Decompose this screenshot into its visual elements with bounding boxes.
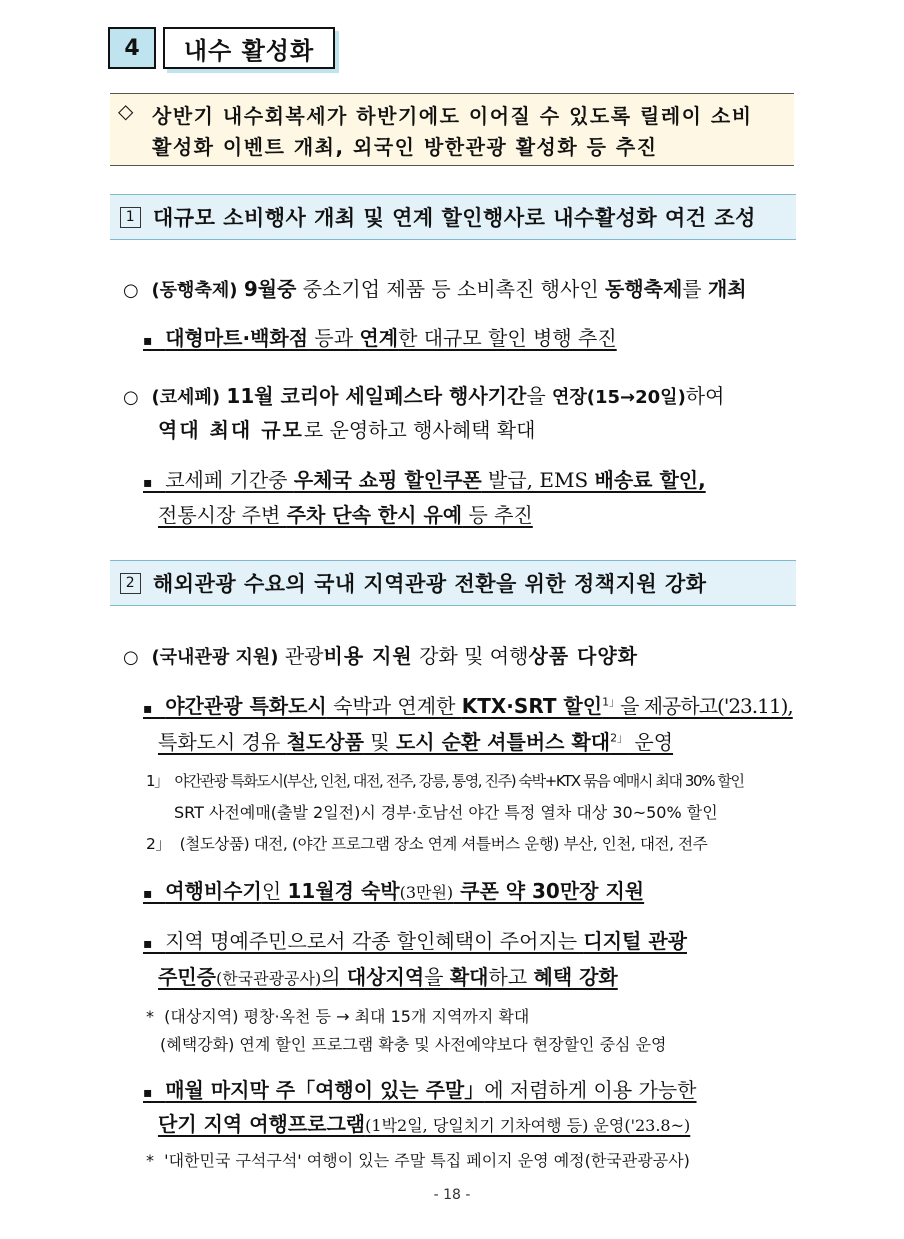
sub-bold-a: 대형마트·백화점 bbox=[165, 326, 309, 350]
sub-text-d: (3만원) bbox=[399, 883, 454, 902]
item-kosefe-sub-line2 bbox=[158, 499, 533, 528]
item-particle: 를 bbox=[682, 277, 702, 301]
sub-text-d: 을 제공하고('23.11), bbox=[620, 694, 793, 718]
subsection-number-1: 1 bbox=[120, 207, 141, 228]
item-bold-d: 상품 다양화 bbox=[528, 644, 639, 668]
footnote-1 bbox=[146, 770, 744, 791]
sub-bold-a: 야간관광 특화도시 bbox=[165, 694, 327, 718]
sub-bold-f: 주차 단속 한시 유예 bbox=[286, 503, 463, 527]
section-title: 내수 활성화 bbox=[163, 27, 335, 69]
item-dongheng bbox=[123, 273, 747, 302]
sub-text-a: 지역 명예주민으로서 각종 할인혜택이 주어지는 bbox=[165, 929, 584, 953]
item-when: 9월중 bbox=[243, 277, 297, 301]
sub-bold-c: 단기 지역 여행프로그램 bbox=[158, 1112, 366, 1136]
item-dongheng-sub bbox=[143, 322, 617, 351]
summary-line-2: 활성화 이벤트 개최, 외국인 방한관광 활성화 등 추진 bbox=[152, 135, 658, 159]
item-offseason bbox=[143, 875, 644, 904]
square-bullet: ▪ bbox=[143, 1085, 153, 1101]
sub-text-b: 등과 bbox=[308, 326, 360, 350]
subsection-number-2: 2 bbox=[120, 573, 141, 594]
sub-bold-c: KTX·SRT 할인 bbox=[461, 694, 603, 718]
sub-text-d: 한 대규모 할인 병행 추진 bbox=[398, 326, 617, 350]
footnote-mark-2: 2」 bbox=[146, 835, 171, 853]
sub-text-c: 발급, EMS bbox=[481, 468, 595, 492]
circle-bullet: ○ bbox=[123, 387, 139, 408]
sub-bold-f: 대상지역 bbox=[346, 965, 425, 989]
item-text-d: 하여 bbox=[685, 384, 725, 408]
note-mark: * bbox=[146, 1007, 154, 1026]
subsection-title-1: 대규모 소비행사 개최 및 연계 할인행사로 내수활성화 여건 조성 bbox=[153, 206, 756, 230]
item-text-c: 강화 및 여행 bbox=[412, 644, 529, 668]
sub-text-b: 인 bbox=[261, 879, 288, 903]
item-digital-card bbox=[143, 925, 687, 954]
footnote-ref-2: 2」 bbox=[610, 731, 629, 745]
sub-text-d: (1박2일, 당일치기 기차여행 등) 운영('23.8~) bbox=[365, 1116, 691, 1135]
sub-text-i: 운영 bbox=[628, 730, 674, 754]
summary-line-1: 상반기 내수회복세가 하반기에도 이어질 수 있도록 릴레이 소비 bbox=[152, 104, 753, 128]
sub-text-e: 의 bbox=[321, 965, 347, 989]
sub-bold-d: 배송료 할인, bbox=[594, 468, 706, 492]
item-verb: 개최 bbox=[707, 277, 747, 301]
sub-bold-h: 확대 bbox=[449, 965, 489, 989]
footnote-ref-1: 1」 bbox=[602, 695, 621, 709]
sub-bold-b: 디지털 관광 bbox=[583, 929, 687, 953]
item-bold-a: 11월 코리아 세일페스타 행사기간 bbox=[226, 384, 527, 408]
sub-bold-j: 혜택 강화 bbox=[533, 965, 618, 989]
item-text-b: 을 bbox=[526, 384, 552, 408]
item-text: 중소기업 제품 등 소비촉진 행사인 bbox=[302, 277, 599, 301]
item-night-tour bbox=[143, 690, 793, 719]
sub-bold-h: 도시 순환 셔틀버스 확대 bbox=[395, 730, 611, 754]
item-bold-c: 연장(15→20일) bbox=[552, 387, 686, 408]
sub-bold-e: 쿠폰 약 30만장 지원 bbox=[453, 879, 645, 903]
square-bullet: ▪ bbox=[143, 475, 153, 491]
item-head: (코세페) bbox=[151, 387, 221, 408]
footnote-1-line2: SRT 사전예매(출발 2일전)시 경부·호남선 야간 특정 열차 대상 30~50% 할인 bbox=[174, 803, 718, 822]
item-weekend-trip-line2 bbox=[158, 1108, 690, 1137]
sub-bold-c: 11월경 숙박 bbox=[287, 879, 400, 903]
section-number: 4 bbox=[108, 27, 156, 69]
item-name: 동행축제 bbox=[605, 277, 683, 301]
square-bullet: ▪ bbox=[143, 936, 153, 952]
footnote-2-line: (철도상품) 대전, (야간 프로그램 장소 연계 셔틀버스 운행) 부산, 인천, 대전, 전주 bbox=[179, 835, 708, 853]
note-line-1: (대상지역) 평창·옥천 등 → 최대 15개 지역까지 확대 bbox=[164, 1007, 530, 1026]
item-kosefe-line2 bbox=[158, 414, 535, 443]
summary-marker: ◇ bbox=[118, 99, 135, 123]
item-domestic-tour bbox=[123, 640, 638, 669]
subsection-title-2: 해외관광 수요의 국내 지역관광 전환을 위한 정책지원 강화 bbox=[153, 572, 707, 596]
square-bullet: ▪ bbox=[143, 701, 153, 717]
sub-text-i: 하고 bbox=[488, 965, 534, 989]
subsection-header-1 bbox=[110, 194, 796, 240]
footnote-2 bbox=[146, 832, 707, 854]
note-target-area bbox=[146, 1004, 529, 1027]
sub-text-e: 전통시장 주변 bbox=[158, 503, 287, 527]
circle-bullet: ○ bbox=[123, 647, 139, 668]
item-text-f: 로 운영하고 행사혜택 확대 bbox=[303, 418, 536, 442]
item-digital-card-line2 bbox=[158, 961, 618, 990]
sub-bold-c: 주민증 bbox=[158, 965, 216, 989]
note-3 bbox=[146, 1148, 690, 1171]
footnote-1-line1: 야간관광 특화도시(부산, 인천, 대전, 전주, 강릉, 통영, 진주) 숙박+KTX 묶음 예매시 최대 30% 할인 bbox=[174, 772, 744, 790]
sub-text-b: 숙박과 연계한 bbox=[326, 694, 462, 718]
sub-bold-a: 여행비수기 bbox=[165, 879, 262, 903]
footnote-mark-1: 1」 bbox=[146, 772, 168, 790]
sub-text-g: 및 bbox=[363, 730, 396, 754]
sub-text-b: 에 저렴하게 이용 가능한 bbox=[484, 1078, 697, 1102]
item-bold-b: 비용 지원 bbox=[323, 644, 413, 668]
sub-text-d: (한국관광공사) bbox=[215, 969, 322, 988]
item-night-tour-line2 bbox=[158, 726, 673, 755]
item-head: (국내관광 지원) bbox=[151, 647, 279, 668]
item-kosefe bbox=[123, 380, 724, 409]
sub-bold-f: 철도상품 bbox=[286, 730, 364, 754]
sub-bold-c: 연계 bbox=[359, 326, 399, 350]
square-bullet: ▪ bbox=[143, 886, 153, 902]
note-mark: * bbox=[146, 1151, 154, 1170]
sub-text-a: 코세페 기간중 bbox=[165, 468, 294, 492]
item-text-a: 관광 bbox=[278, 644, 324, 668]
circle-bullet: ○ bbox=[123, 280, 139, 301]
item-weekend-trip bbox=[143, 1074, 697, 1103]
sub-bold-a: 매월 마지막 주「여행이 있는 주말」 bbox=[165, 1078, 485, 1102]
square-bullet: ▪ bbox=[143, 333, 153, 349]
page-number: - 18 - bbox=[433, 1187, 471, 1203]
sub-text-g: 등 추진 bbox=[462, 503, 533, 527]
note-line: '대한민국 구석구석' 여행이 있는 주말 특집 페이지 운영 예정(한국관광공사) bbox=[164, 1151, 690, 1170]
sub-bold-b: 우체국 쇼핑 할인쿠폰 bbox=[293, 468, 482, 492]
subsection-header-2 bbox=[110, 560, 796, 606]
item-kosefe-sub bbox=[143, 464, 706, 493]
sub-text-g: 을 bbox=[424, 965, 450, 989]
sub-text-e: 특화도시 경유 bbox=[158, 730, 287, 754]
item-bold-e: 역대 최대 규모 bbox=[158, 418, 304, 442]
item-head: (동행축제) bbox=[151, 280, 238, 301]
note-line-2: (혜택강화) 연계 할인 프로그램 확충 및 사전예약보다 현장할인 중심 운영 bbox=[160, 1035, 667, 1054]
